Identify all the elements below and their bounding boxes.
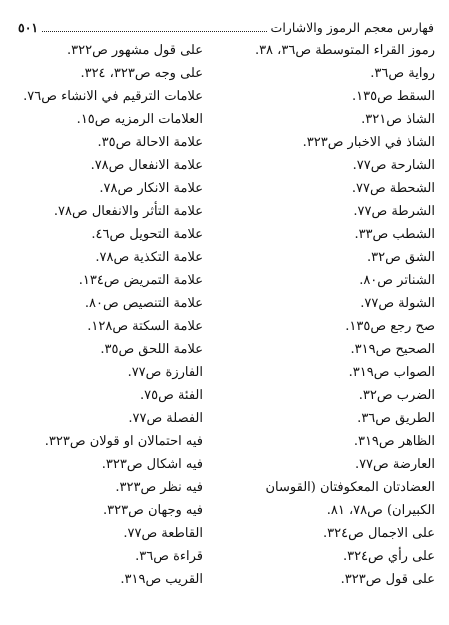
index-entry: على الاجمال ص٣٢٤. [323, 526, 435, 541]
index-entry: الشناتر ص٨٠. [359, 273, 435, 288]
index-entry: علامة اللحق ص٣٥. [100, 342, 203, 357]
index-entry: الكبيران) ص٧٨، ٨١. [326, 503, 435, 518]
index-entry: الصواب ص٣١٩. [348, 365, 435, 380]
index-entry: على قول مشهور ص٣٢٢. [66, 43, 203, 58]
index-entry: علامة الاحالة ص٣٥. [97, 135, 203, 150]
index-entry: الشاذ ص٣٢١. [361, 112, 435, 127]
index-entry: علامة الانفعال ص٧٨. [90, 158, 203, 173]
index-entry: الظاهر ص٣١٩. [353, 434, 435, 449]
index-entry: علامة التمريض ص١٣٤. [78, 273, 203, 288]
page-number: ٥٠١ [18, 20, 39, 35]
index-entry: رواية ص٣٦. [370, 66, 435, 81]
index-column-right [225, 39, 435, 591]
index-entry: فيه وجهان ص٣٢٣. [103, 503, 203, 518]
index-entry: القريب ص٣١٩. [120, 572, 203, 587]
index-entry: فيه نظر ص٣٢٣. [115, 480, 203, 495]
index-entry: علامة التكذية ص٧٨. [95, 250, 203, 265]
index-entry: الفارزة ص٧٧. [127, 365, 203, 380]
index-entry: الصحيح ص٣١٩. [350, 342, 435, 357]
index-column-left [13, 39, 203, 591]
page-header [18, 14, 434, 36]
index-entry: الفصلة ص٧٧. [128, 411, 203, 426]
index-entry: الشرطة ص٧٧. [353, 204, 435, 219]
index-entry: الشارحة ص٧٧. [352, 158, 435, 173]
index-entry: صح رجع ص١٣٥. [345, 319, 435, 334]
index-entry: الشحطة ص٧٧. [351, 181, 435, 196]
index-entry: قراءة ص٣٦. [135, 549, 203, 564]
index-entry: السقط ص١٣٥. [351, 89, 435, 104]
index-entry: على وجه ص٣٢٣، ٣٢٤. [80, 66, 203, 81]
index-entry: الشاذ في الاخبار ص٣٢٣. [302, 135, 435, 150]
index-entry: على قول ص٣٢٣. [340, 572, 435, 587]
index-entry: فيه اشكال ص٣٢٣. [101, 457, 203, 472]
index-entry: الطريق ص٣٦. [357, 411, 435, 426]
index-entry: علامة التحويل ص٤٦. [91, 227, 203, 242]
header-dot-leader [42, 31, 266, 32]
index-entry: الشطب ص٣٣. [354, 227, 435, 242]
index-entry: القاطعة ص٧٧. [123, 526, 203, 541]
index-entry: علامات الترقيم في الانشاء ص٧٦. [23, 89, 203, 104]
index-entry: فيه احتمالان او قولان ص٣٢٣. [44, 434, 203, 449]
index-entry: الفئة ص٧٥. [140, 388, 203, 403]
index-entry: على رأي ص٣٢٤. [342, 549, 435, 564]
index-entry: علامة التأثر والانفعال ص٧٨. [53, 204, 203, 219]
index-entry: العضادتان المعكوفتان (القوسان [265, 480, 435, 495]
header-title: فهارس معجم الرموز والاشارات [270, 20, 434, 35]
index-entry: الشق ص٣٢. [367, 250, 435, 265]
index-entry: علامة الانكار ص٧٨. [99, 181, 203, 196]
index-entry: رموز القراء المتوسطة ص٣٦، ٣٨. [254, 43, 435, 58]
index-entry: العارضة ص٧٧. [354, 457, 435, 472]
index-entry: الضرب ص٣٢. [358, 388, 435, 403]
index-entry: علامة السكتة ص١٢٨. [87, 319, 203, 334]
index-entry: علامة التنصيص ص٨٠. [84, 296, 203, 311]
index-entry: الشولة ص٧٧. [360, 296, 435, 311]
index-entry: العلامات الرمزيه ص١٥. [76, 112, 203, 127]
